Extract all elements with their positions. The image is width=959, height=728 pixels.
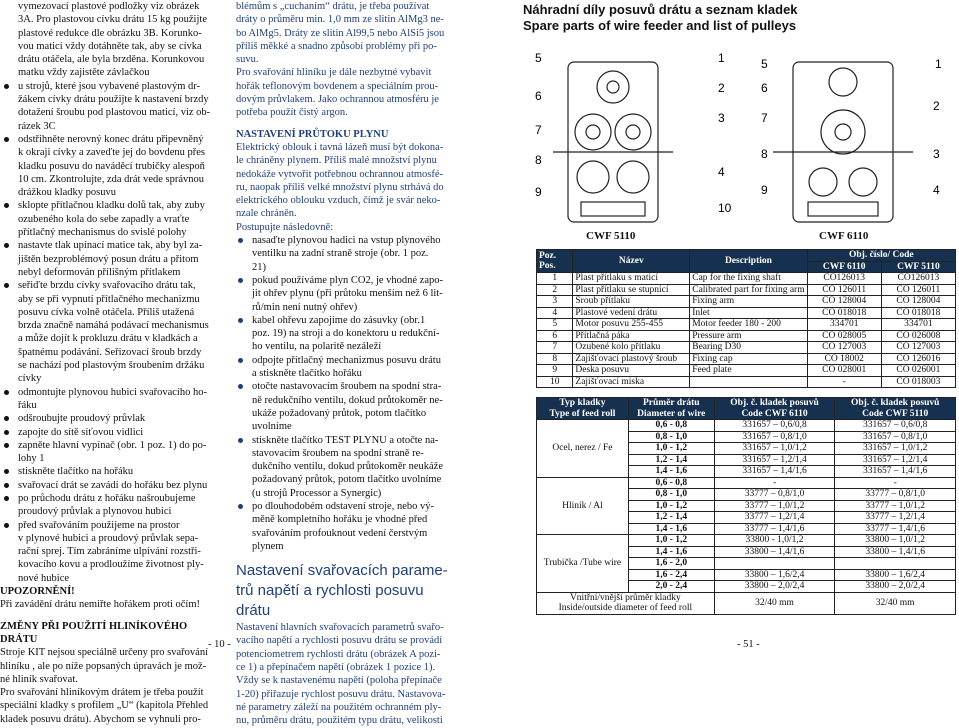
- parts-cell: Deska posuvu: [573, 365, 690, 377]
- text-line: kladku posuvu do naváděcí trubičky alespoň: [18, 160, 205, 172]
- parts-cell: 6: [537, 330, 573, 342]
- text-line: hliníku , ale po níže popsaných úpravách je mož-: [0, 660, 207, 672]
- roller-cell: 1,6 - 2,0: [628, 558, 714, 570]
- feeder-right-labels: [761, 57, 942, 197]
- bullet-item: odšroubujte proudový průvlak: [0, 412, 210, 425]
- roller-cell: 331657 – 1,2/1,4: [714, 454, 835, 466]
- roller-cell: 33777 – 1,2/1,4: [714, 512, 835, 524]
- roller-cell: 33800 – 1,0/1,2: [835, 535, 956, 547]
- callout-label: 6: [535, 89, 542, 103]
- text-line: ně redukčního ventilu, dokud průtokoměr ne-: [252, 394, 443, 406]
- roller-cell: 331657 – 0,8/1,0: [835, 431, 956, 443]
- bullet-item: nasaďte plynovou hadici na vstup plynového: [236, 234, 448, 247]
- text-line: hořák teflonovým bovdenem a speciálním prou-: [236, 80, 439, 92]
- section-heading-large: drátu: [236, 602, 271, 620]
- text-line: elektrického oblouku vzduch, čímž je svár neko-: [236, 195, 441, 207]
- roller-cell: -: [714, 477, 835, 489]
- roller-cell: [835, 558, 956, 570]
- parts-cell: CO 018018: [881, 307, 955, 319]
- text-line: brzda značně namáhá podávací mechanismus: [18, 320, 209, 332]
- parts-row: [537, 353, 956, 365]
- pos-header-en: Pos.: [539, 261, 556, 271]
- roller-cell: 1,0 - 1,2: [628, 500, 714, 512]
- text-line: příliš měkké a snadno způsobí problémy při po-: [236, 40, 437, 52]
- callout-label: 8: [761, 147, 768, 161]
- parts-cell: CO 018018: [807, 307, 881, 319]
- roller-cell: 1,0 - 1,2: [628, 443, 714, 455]
- inner-diameter-label-en: Inside/outside diameter of feed roll: [558, 603, 693, 613]
- text-line: a stiskněte tlačítko hořáku: [252, 368, 362, 380]
- parts-cell: 8: [537, 353, 573, 365]
- code-6110-header: CWF 6110: [807, 261, 881, 273]
- bullet-item: seřiďte brzdu cívky svařovacího drátu tak,: [0, 279, 210, 292]
- text-line: drážkou kladky posuvu: [18, 187, 116, 199]
- bullet-item: pokud používáme plyn CO2, je vhodné zapo-: [236, 274, 448, 287]
- code-5110-header: CWF 5110: [881, 261, 955, 273]
- roller-cell: 331657 – 1,4/1,6: [714, 466, 835, 478]
- parts-cell: Motor feeder 180 - 200: [690, 319, 807, 331]
- parts-cell: CO 126011: [807, 284, 881, 296]
- parts-cell: CO 028005: [807, 330, 881, 342]
- text-line: [0, 612, 210, 620]
- parts-cell: CO126013: [881, 273, 955, 285]
- roller-cell: 331657 – 1,0/1,2: [835, 443, 956, 455]
- inner-diameter-value: 32/40 mm: [714, 592, 835, 614]
- callout-label: 5: [535, 51, 542, 65]
- text-line: vou maticí vždy dotáhněte tak, aby se cívka: [18, 40, 202, 52]
- roller-cell: 33777 – 1,2/1,4: [835, 512, 956, 524]
- text-line: Stroje KIT nejsou speciálně určeny pro svařování: [0, 647, 208, 659]
- pos-header: Poz.: [539, 250, 557, 261]
- parts-cell: Šroub přítlaku: [573, 296, 690, 308]
- roller-cell: 33777 – 0,8/1,0: [714, 489, 835, 501]
- roller-type-header-en: Type of feed roll: [549, 408, 616, 419]
- text-line: né parametry záleží na použitém ochranném ply-: [236, 701, 442, 713]
- text-line: Při zavádění drátu nemiřte hořákem proti očím!: [0, 599, 201, 611]
- text-line: plynem: [252, 540, 284, 552]
- parts-cell: CO 18002: [807, 353, 881, 365]
- roller-cell: 331657 – 1,2/1,4: [835, 454, 956, 466]
- text-line: 3A. Pro plastovou cívku drátu 15 kg použijte: [18, 14, 207, 26]
- text-line: cívky: [18, 373, 42, 385]
- text-line: řáku: [18, 399, 37, 411]
- section-heading: DRÁTU: [0, 633, 38, 645]
- parts-cell: 4: [537, 307, 573, 319]
- roller-cell: 33800 – 1,4/1,6: [714, 546, 835, 558]
- parts-cell: CO 018003: [881, 376, 955, 388]
- parts-row: [537, 376, 956, 388]
- roller-type-cell: Hliník / Al: [537, 477, 629, 535]
- roller-cell: 0,6 - 0,8: [628, 420, 714, 432]
- text-line: nzale chráněn.: [236, 208, 297, 220]
- text-line: aby se při vypnutí přítlačného mechanizmu: [18, 293, 200, 305]
- feeder-left-labels: [535, 51, 732, 215]
- left-text-column: [0, 0, 211, 725]
- parts-cell: 10: [537, 376, 573, 388]
- parts-cell: CO 028001: [807, 365, 881, 377]
- text-line: proudový průvlak a plynovou hubici: [18, 506, 172, 518]
- callout-label: 7: [761, 111, 768, 125]
- parts-cell: 2: [537, 284, 573, 296]
- description-header: Description: [690, 250, 807, 273]
- roller-cell: 33777 – 0,8/1,0: [835, 489, 956, 501]
- spare-parts-title-en: Spare parts of wire feeder and list of pulleys: [523, 18, 797, 33]
- text-line: ce 1) a přepínačem napětí (obrázek 1 pozice 1).: [236, 662, 436, 674]
- text-line: bo AlMg5. Dráty ze slitin Al99,5 nebo AlSi5 jsou: [236, 27, 445, 39]
- text-line: požadovaný průtok, potom tlačítko uvolníme: [252, 474, 442, 486]
- spare-parts-title-cz: Náhradní díly posuvů drátu a seznam kladek: [523, 2, 798, 17]
- callout-label: 6: [761, 81, 768, 95]
- page-number-left: - 10 -: [208, 639, 231, 650]
- text-line: potenciometrem rychlosti drátu (obrázek A pozi-: [236, 648, 441, 660]
- parts-cell: Fixing cap: [690, 353, 807, 365]
- inner-diameter-label: Vnitřní/vnější průměr kladky: [569, 592, 681, 603]
- callout-label: 1: [718, 51, 725, 65]
- section-heading: ZMĚNY PŘI POUŽITÍ HLINÍKOVÉHO: [0, 620, 188, 632]
- roller-type-cell: Trubička /Tube wire: [537, 535, 629, 593]
- text-line: Vždy se k nastavenému napětí (poloha přepínače: [236, 675, 442, 687]
- parts-cell: Pressure arm: [690, 330, 807, 342]
- callout-label: 8: [535, 153, 542, 167]
- parts-cell: [690, 376, 807, 388]
- callout-label: 4: [933, 183, 940, 197]
- roller-cell: 331657 – 0,8/1,0: [714, 431, 835, 443]
- parts-cell: Plast přítlaku s maticí: [573, 273, 690, 285]
- text-line: jištěn bezproblémový posun drátu a přitom: [18, 253, 199, 265]
- wire-feeder-drawings: [493, 42, 959, 232]
- text-line: poz. 19) na stroji a do konektoru u redukční-: [252, 328, 440, 340]
- parts-cell: CO 128004: [807, 296, 881, 308]
- parts-cell: 7: [537, 342, 573, 354]
- feeder-left-drawing: [553, 62, 673, 222]
- page-number-right: - 51 -: [737, 639, 760, 650]
- bullet-item: odpojte přítlačný mechanizmus posuvu drátu: [236, 354, 448, 367]
- parts-cell: Cap for the fixing shaft: [690, 273, 807, 285]
- bullet-item: odstřihněte nerovný konec drátu připevněný: [0, 133, 210, 146]
- parts-table: [536, 249, 956, 388]
- parts-cell: -: [807, 376, 881, 388]
- roller-row: [537, 477, 956, 489]
- section-heading: UPOZORNĚNÍ!: [0, 586, 75, 598]
- text-line: stavovacím šroubem na spodní straně re-: [252, 447, 424, 459]
- text-line: Postupujte následovně:: [236, 221, 334, 233]
- text-line: [236, 120, 448, 128]
- roller-code-5110-subheader: Code CWF 5110: [862, 408, 929, 419]
- parts-cell: CO 126011: [881, 284, 955, 296]
- roller-cell: 33777 – 1,4/1,6: [835, 523, 956, 535]
- bullet-item: sklopte přítlačnou kladku dolů tak, aby zuby: [0, 199, 210, 212]
- text-line: měně kompletního hořáku je vhodné před: [252, 514, 428, 526]
- roller-cell: 33777 – 1,0/1,2: [835, 500, 956, 512]
- text-line: dovým průvlakem. Jako ochrannou atmosféru je: [236, 94, 439, 106]
- roller-cell: 33800 – 1,4/1,6: [835, 546, 956, 558]
- parts-cell: 5: [537, 319, 573, 331]
- inner-diameter-row: [537, 592, 956, 614]
- parts-cell: Motor posuvu 255-455: [573, 319, 690, 331]
- parts-cell: Inlet: [690, 307, 807, 319]
- parts-row: [537, 284, 956, 296]
- text-line: ventilku na zadní straně stroje (obr. 1 poz.: [252, 248, 429, 260]
- roller-cell: -: [835, 477, 956, 489]
- text-line: dotažení šroubu pod plastovou maticí, viz ob-: [18, 107, 211, 119]
- bullet-item: stiskněte tlačítko na hořáku: [0, 465, 210, 478]
- bullet-item: zapněte hlavní vypínač (obr. 1 poz. 1) do po-: [0, 439, 210, 452]
- text-line: nu, průměru drátu, použitém typu drátu, velikosti: [236, 715, 443, 727]
- parts-cell: Zajišťovací plastový šroub: [573, 353, 690, 365]
- parts-cell: Feed plate: [690, 365, 807, 377]
- inner-diameter-value: 32/40 mm: [835, 592, 956, 614]
- text-line: nové hubice: [18, 572, 70, 584]
- bullet-item: otočte nastavovacím šroubem na spodní stra-: [236, 380, 448, 393]
- parts-cell: CO 128004: [881, 296, 955, 308]
- parts-cell: 1: [537, 273, 573, 285]
- roller-cell: 33777 – 1,4/1,6: [714, 523, 835, 535]
- parts-cell: CO126013: [807, 273, 881, 285]
- parts-row: [537, 296, 956, 308]
- roller-row: [537, 535, 956, 547]
- cwf-5110-caption: CWF 5110: [586, 230, 636, 242]
- text-line: ru, naopak příliš velké množství plynu strhává do: [236, 181, 444, 193]
- callout-label: 3: [933, 147, 940, 161]
- text-line: plastové redukce dle obrázku 3B. Korunko-: [18, 27, 202, 39]
- callout-label: 2: [933, 99, 940, 113]
- roller-cell: 1,2 - 1,4: [628, 512, 714, 524]
- parts-cell: Fixing arm: [690, 296, 807, 308]
- bullet-item: kabel ohřevu zapojíme do zásuvky (obr.1: [236, 314, 448, 327]
- text-line: dukčního ventilu, dokud průtokoměr neukáže: [252, 461, 443, 473]
- text-line: uvolníme: [252, 421, 292, 433]
- parts-cell: CO 126016: [881, 353, 955, 365]
- roller-cell: 33800 – 1,6/2,4: [714, 569, 835, 581]
- text-line: né hliník svařovat.: [0, 673, 78, 685]
- roller-cell: 33800 – 1,6/2,4: [835, 569, 956, 581]
- roller-code-6110-subheader: Code CWF 6110: [741, 408, 808, 419]
- middle-text-column: [236, 0, 448, 727]
- section-heading-large: trů napětí a rychlosti posuvu: [236, 582, 424, 600]
- parts-cell: Calibrated part for fixing arm: [690, 284, 807, 296]
- parts-cell: 334701: [807, 319, 881, 331]
- roller-code-5110-header: Obj. č. kladek posuvů: [850, 398, 940, 408]
- roller-cell: 2,0 - 2,4: [628, 581, 714, 593]
- callout-label: 10: [718, 201, 732, 215]
- text-line: potřeba použít čistý argon.: [236, 107, 348, 119]
- roller-cell: 0,6 - 0,8: [628, 477, 714, 489]
- text-line: rační sprej. Tím zabráníme ulpívání rozstři-: [18, 546, 201, 558]
- text-line: Nastavení hlavních svařovacích parametrů svařo-: [236, 622, 444, 634]
- name-header: Název: [573, 250, 690, 273]
- text-line: posuvu cívka volně otáčela. Příliš utažená: [18, 306, 195, 318]
- text-line: vymezovací plastové podložky viz obrázek: [18, 1, 200, 12]
- bullet-item: po dlouhodobém odstavení stroje, nebo vý-: [236, 500, 448, 513]
- text-line: v plynové hubici a proudový průvlak sepa-: [18, 532, 199, 544]
- parts-cell: Bearing D30: [690, 342, 807, 354]
- text-line: žákem cívky drátu použijte k nastavení brzdy: [18, 94, 209, 106]
- callout-label: 3: [718, 111, 725, 125]
- parts-cell: Zajišťovací miska: [573, 376, 690, 388]
- parts-cell: CO 026001: [881, 365, 955, 377]
- roller-code-6110-header: Obj. č. kladek posuvů: [730, 398, 819, 408]
- roller-cell: 1,4 - 1,6: [628, 466, 714, 478]
- parts-row: [537, 330, 956, 342]
- bullet-item: po průchodu drátu z hořáku našroubujeme: [0, 492, 210, 505]
- bullet-item: svařovací drát se zavádí do hořáku bez plynu: [0, 479, 210, 492]
- callout-label: 2: [718, 81, 725, 95]
- wire-diameter-header: Průměr drátu: [643, 398, 700, 408]
- bullet-item: zapojte do sítě síťovou vidlici: [0, 426, 210, 439]
- code-header: Obj. číslo/ Code: [807, 250, 955, 262]
- bullet-item: nastavte tlak upínací matice tak, aby byl za-: [0, 239, 210, 252]
- callout-label: 9: [535, 185, 542, 199]
- parts-cell: 334701: [881, 319, 955, 331]
- text-line: Pro svařování hliníkovým drátem je třeba použít: [0, 687, 204, 699]
- roller-cell: 1,0 - 1,2: [628, 535, 714, 547]
- text-line: ozubeného kola do sebe zapadly a vraťte: [18, 213, 190, 225]
- inner-diameter-label-cell: [537, 592, 715, 614]
- roller-cell: 33800 – 2,0/2,4: [835, 581, 956, 593]
- text-line: kovacího kovu a prodloužíme životnost ply-: [18, 559, 204, 571]
- parts-row: [537, 342, 956, 354]
- text-line: se nachází pod plastovým šroubením držáku: [18, 360, 205, 372]
- roller-type-cell: Ocel, nerez / Fe: [537, 420, 629, 478]
- text-line: ho ventilu, na polaritě nezáleží: [252, 341, 382, 353]
- text-line: 21): [252, 261, 266, 273]
- parts-cell: CO 127003: [881, 342, 955, 354]
- text-line: (u strojů Processor a Synergic): [252, 487, 382, 499]
- text-line: Pro svařování hliníku je dále nezbytné vybavit: [236, 67, 432, 79]
- parts-row: [537, 319, 956, 331]
- roller-cell: 331657 – 1,0/1,2: [714, 443, 835, 455]
- text-line: lohy 1: [18, 453, 45, 465]
- text-line: nebyl deformován přílišným přítlakem: [18, 266, 181, 278]
- text-line: 1-20) přiřazuje rychlost posuvu drátu. Nastavova-: [236, 688, 446, 700]
- roller-cell: 1,4 - 1,6: [628, 546, 714, 558]
- text-line: Elektrický oblouk i tavná lázeň musí být dokona-: [236, 141, 444, 153]
- bullet-item: u strojů, které jsou vybavené plastovým dr-: [0, 80, 210, 93]
- roller-type-header: Typ kladky: [559, 398, 606, 408]
- text-line: a může dojít k prokluzu drátu v kladkách a: [18, 333, 198, 345]
- text-line: přítlačný mechanismus do svislé polohy: [18, 227, 187, 239]
- text-line: k okraji cívky a zaveďte jej do bovdenu přes: [18, 147, 205, 159]
- parts-cell: Přítlačná páka: [573, 330, 690, 342]
- parts-cell: CO 127003: [807, 342, 881, 354]
- rollers-table: [536, 397, 956, 615]
- callout-label: 5: [761, 57, 768, 71]
- text-line: dráty o průměru min. 1,0 mm ze slitin AlMg3 ne-: [236, 14, 444, 26]
- roller-cell: 33800 – 2,0/2,4: [714, 581, 835, 593]
- wire-diameter-header-en: Diameter of wire: [637, 408, 706, 419]
- parts-cell: CO 026008: [881, 330, 955, 342]
- text-line: drátu otáčela, ale byla brzděna. Korunkovou: [18, 54, 205, 66]
- roller-cell: 1,4 - 1,6: [628, 523, 714, 535]
- callout-label: 7: [535, 123, 542, 137]
- roller-cell: 1,6 - 2,4: [628, 569, 714, 581]
- roller-cell: [714, 558, 835, 570]
- bullet-item: odmontujte plynovou hubici svařovacího ho-: [0, 386, 210, 399]
- roller-cell: 33777 – 1,0/1,2: [714, 500, 835, 512]
- roller-cell: 331657 – 0,6/0,8: [835, 420, 956, 432]
- roller-cell: 331657 – 1,4/1,6: [835, 466, 956, 478]
- parts-row: [537, 365, 956, 377]
- roller-cell: 0,8 - 1,0: [628, 489, 714, 501]
- roller-cell: 0,8 - 1,0: [628, 431, 714, 443]
- roller-row: [537, 420, 956, 432]
- bullet-item: před svařováním použijeme na prostor: [0, 519, 210, 532]
- text-line: nedokáže vytvořit potřebnou ochrannou atmosfé-: [236, 168, 444, 180]
- text-line: ukáže požadovaný průtok, potom tlačítko: [252, 407, 427, 419]
- text-line: kladek posuvu drátu). Abychom se vyhnuli pro-: [0, 713, 201, 725]
- parts-cell: Plastové vedení drátu: [573, 307, 690, 319]
- parts-cell: 9: [537, 365, 573, 377]
- parts-cell: Ozubené kolo přítlaku: [573, 342, 690, 354]
- text-line: vacího napětí a rychlosti posuvu drátu se provádí: [236, 635, 443, 647]
- callout-label: 4: [718, 165, 725, 179]
- text-line: 10 cm. Zkontrolujte, zda drát vede správnou: [18, 173, 205, 185]
- text-line: svařováním profouknout vedení čerstvým: [252, 527, 428, 539]
- callout-label: 1: [935, 57, 942, 71]
- parts-row: [537, 307, 956, 319]
- feeder-right-drawing: [773, 62, 913, 222]
- text-line: suvu.: [236, 54, 259, 66]
- text-line: matku vždy zajistěte závlačkou: [18, 67, 150, 79]
- text-line: speciální kladky s profilem „U“ (kapitola Přehled: [0, 700, 209, 712]
- roller-cell: 1,2 - 1,4: [628, 454, 714, 466]
- text-line: rů/min není nutný ohřev): [252, 301, 358, 313]
- roller-cell: 33800 - 1,0/1,2: [714, 535, 835, 547]
- text-line: blémům s „cuchaním“ drátu, je třeba používat: [236, 1, 430, 12]
- bullet-item: stiskněte tlačítko TEST PLYNU a otočte na-: [236, 434, 448, 447]
- cwf-6110-caption: CWF 6110: [819, 230, 869, 242]
- section-heading-large: Nastavení svařovacích parame-: [236, 562, 448, 580]
- callout-label: 9: [761, 183, 768, 197]
- parts-cell: 3: [537, 296, 573, 308]
- text-line: špatnému podávání. Seřizovací šroub brzdy: [18, 346, 202, 358]
- text-line: [236, 553, 448, 561]
- spare-parts-column: [493, 0, 959, 654]
- text-line: jit ohřev plynu (při průtoku menším než 6 lit-: [252, 288, 443, 300]
- text-line: rázek 3C: [18, 120, 56, 132]
- text-line: le chráněny plynem. Příliš malé množství plynu: [236, 155, 437, 167]
- roller-cell: 331657 – 0,6/0,8: [714, 420, 835, 432]
- parts-cell: Plast přítlaku se stupnicí: [573, 284, 690, 296]
- section-heading: NASTAVENÍ PRŮTOKU PLYNU: [236, 128, 389, 140]
- parts-row: [537, 273, 956, 285]
